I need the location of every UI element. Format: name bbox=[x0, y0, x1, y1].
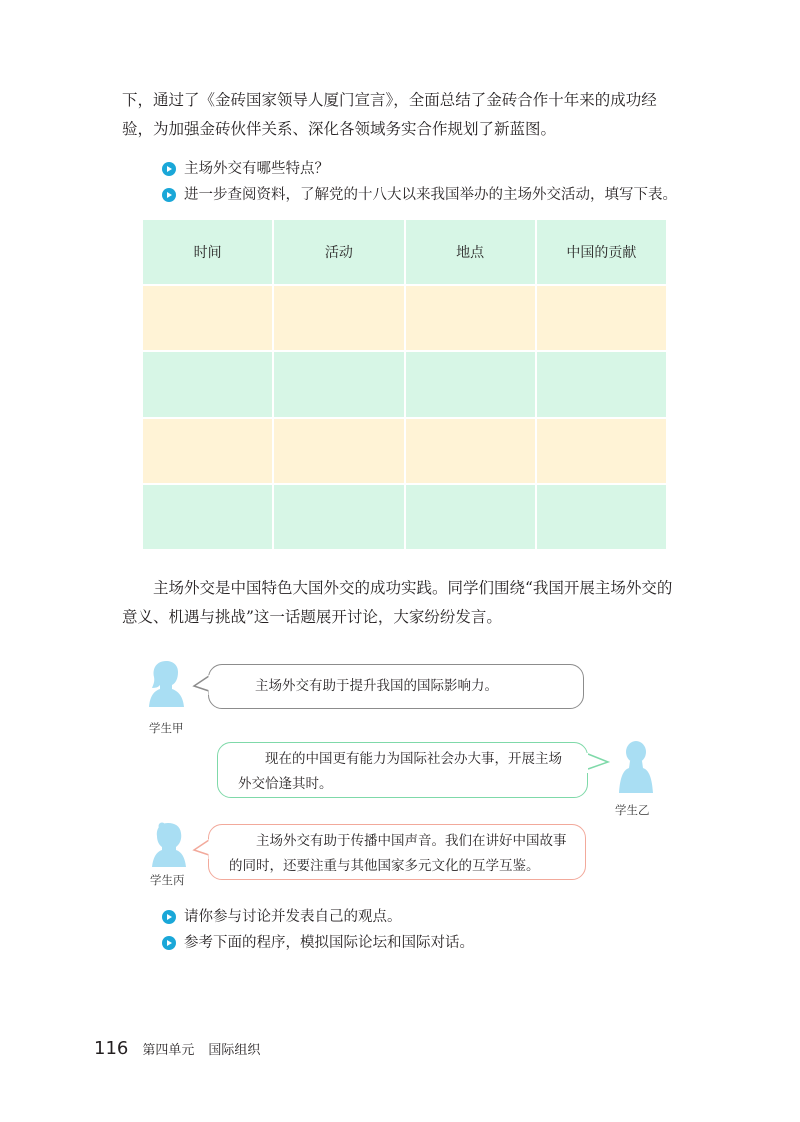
table-cell[interactable] bbox=[536, 285, 667, 351]
student-a-label: 学生甲 bbox=[149, 721, 184, 735]
footer-unit: 第四单元 bbox=[142, 1043, 195, 1058]
table-cell[interactable] bbox=[273, 351, 404, 417]
table-header-row bbox=[142, 219, 667, 285]
footer-topic: 国际组织 bbox=[208, 1043, 261, 1058]
intro-paragraph bbox=[122, 86, 688, 144]
discussion-paragraph bbox=[122, 574, 688, 632]
table-cell[interactable] bbox=[536, 418, 667, 484]
bubble-tail bbox=[193, 675, 213, 695]
student-c-silhouette-icon bbox=[150, 820, 188, 868]
student-b-speech-line-1: 现在的中国更有能力为国际社会办大事，开展主场 bbox=[265, 751, 562, 767]
student-c-speech-line-2: 的同时，还要注重与其他国家多元文化的互学互鉴。 bbox=[229, 858, 540, 874]
student-c-label: 学生丙 bbox=[150, 873, 185, 887]
table-cell[interactable] bbox=[142, 351, 273, 417]
table-cell[interactable] bbox=[273, 484, 404, 550]
table-cell[interactable] bbox=[536, 351, 667, 417]
question-2-text: 进一步查阅资料，了解党的十八大以来我国举办的主场外交活动，填写下表。 bbox=[184, 187, 677, 203]
arrow-bullet-icon bbox=[162, 936, 176, 950]
student-a-speech: 主场外交有助于提升我国的国际影响力。 bbox=[255, 678, 498, 694]
table-cell[interactable] bbox=[142, 484, 273, 550]
discussion-line-1: 主场外交是中国特色大国外交的成功实践。同学们围绕“我国开展主场外交的 bbox=[153, 579, 673, 597]
student-b-speech-bubble bbox=[217, 742, 588, 798]
task-1 bbox=[162, 906, 402, 928]
header-activity: 活动 bbox=[273, 219, 404, 285]
arrow-bullet-icon bbox=[162, 162, 176, 176]
table-cell[interactable] bbox=[273, 418, 404, 484]
question-2 bbox=[162, 184, 677, 206]
header-contribution: 中国的贡献 bbox=[536, 219, 667, 285]
page-number: 116 bbox=[94, 1038, 129, 1059]
student-a-silhouette-icon bbox=[146, 658, 186, 708]
table-cell[interactable] bbox=[405, 351, 536, 417]
intro-line-1: 下，通过了《金砖国家领导人厦门宣言》，全面总结了金砖合作十年来的成功经 bbox=[122, 91, 657, 109]
header-location: 地点 bbox=[405, 219, 536, 285]
task-1-text: 请你参与讨论并发表自己的观点。 bbox=[184, 909, 402, 925]
student-a-speech-bubble bbox=[208, 664, 584, 709]
table-row bbox=[142, 285, 667, 351]
table-cell[interactable] bbox=[405, 418, 536, 484]
table-cell[interactable] bbox=[273, 285, 404, 351]
question-1 bbox=[162, 158, 329, 180]
student-b-label: 学生乙 bbox=[615, 803, 650, 817]
table-row bbox=[142, 351, 667, 417]
intro-line-2: 验，为加强金砖伙伴关系、深化各领域务实合作规划了新蓝图。 bbox=[122, 120, 557, 138]
bubble-tail bbox=[586, 753, 610, 773]
arrow-bullet-icon bbox=[162, 910, 176, 924]
student-c-speech-line-1: 主场外交有助于传播中国声音。我们在讲好中国故事 bbox=[256, 833, 567, 849]
question-1-text: 主场外交有哪些特点？ bbox=[184, 161, 329, 177]
arrow-bullet-icon bbox=[162, 188, 176, 202]
table-cell[interactable] bbox=[405, 484, 536, 550]
discussion-line-2: 意义、机遇与挑战”这一话题展开讨论，大家纷纷发言。 bbox=[122, 608, 502, 626]
task-2 bbox=[162, 932, 474, 954]
table-cell[interactable] bbox=[405, 285, 536, 351]
table-cell[interactable] bbox=[536, 484, 667, 550]
table-cell[interactable] bbox=[142, 285, 273, 351]
diplomacy-activity-table bbox=[141, 218, 668, 551]
table-cell[interactable] bbox=[142, 418, 273, 484]
student-b-speech-line-2: 外交恰逢其时。 bbox=[238, 776, 333, 792]
header-time: 时间 bbox=[142, 219, 273, 285]
bubble-tail bbox=[193, 839, 213, 859]
table-row bbox=[142, 418, 667, 484]
page-footer bbox=[94, 1038, 260, 1059]
student-b-silhouette-icon bbox=[616, 738, 654, 794]
student-c-speech-bubble bbox=[208, 824, 586, 880]
table-row bbox=[142, 484, 667, 550]
task-2-text: 参考下面的程序，模拟国际论坛和国际对话。 bbox=[184, 935, 474, 951]
